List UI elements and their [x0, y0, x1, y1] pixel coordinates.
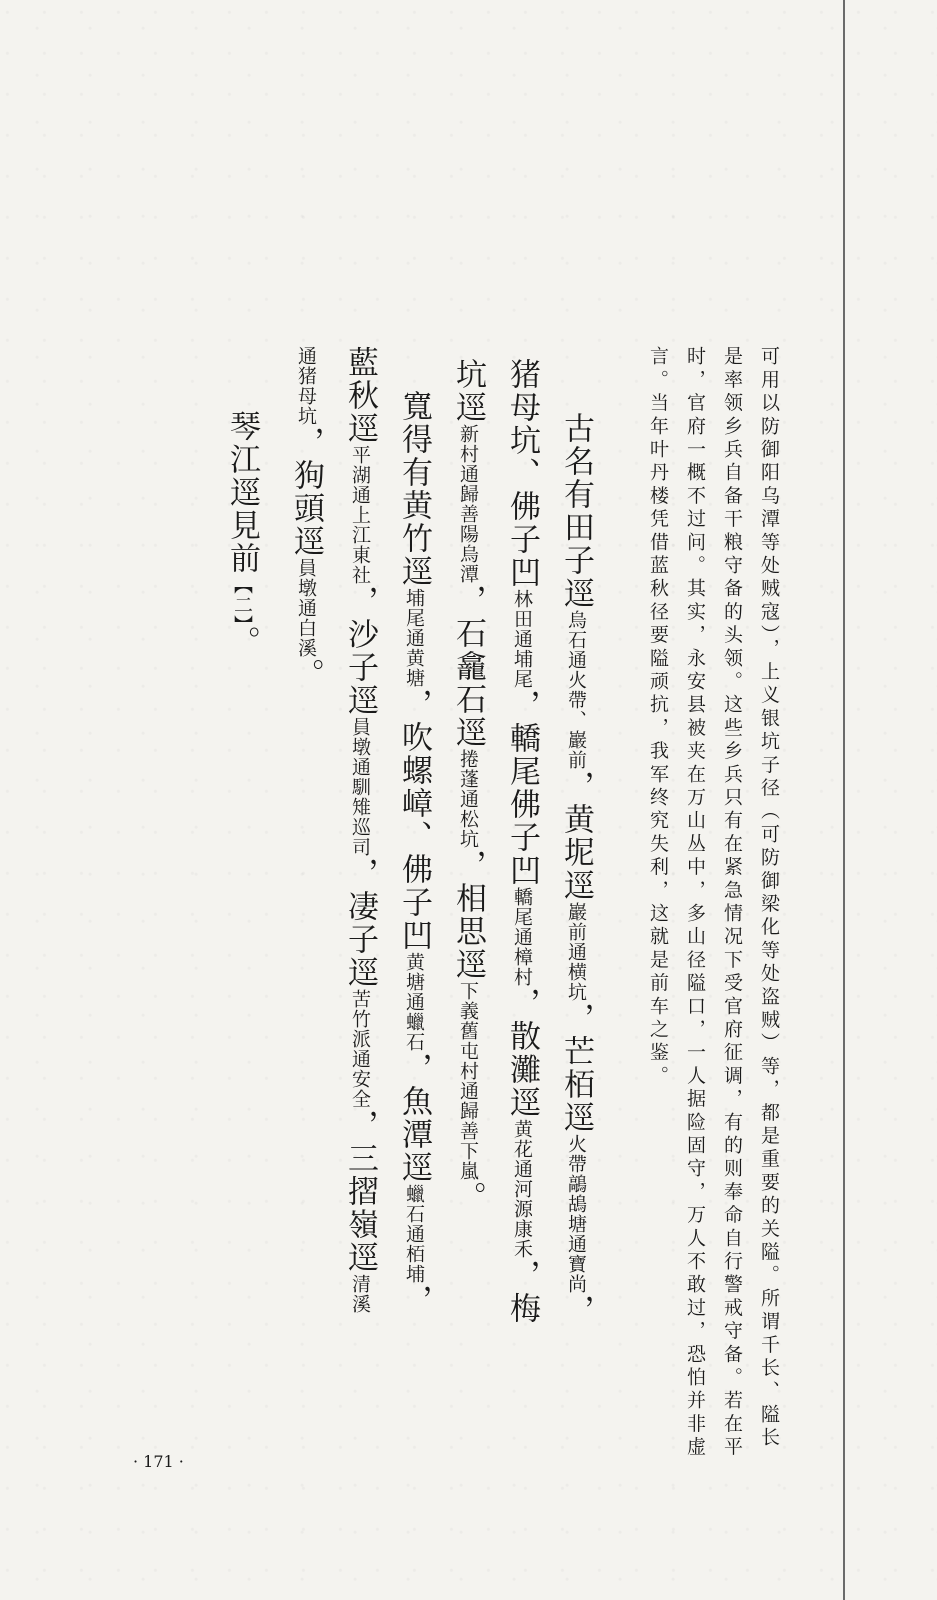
- main-text-column-4: 寬得有黄竹逕埔尾通黄塘，吹螺嶂、佛子凹黄塘通蠟石，魚潭逕蠟石通栢埔，: [396, 390, 432, 1317]
- main-text-column-5: 藍秋逕平湖通上江東社，沙子逕員墩通馴雉巡司，凄子逕苦竹派通安全，三摺嶺逕清溪: [342, 346, 378, 1314]
- main-text-column-7: 琴江逕見前【二】。: [224, 410, 260, 659]
- commentary-line-3: 时，官府一概不过问。其实，永安县被夹在万山丛中，多山径隘口，一人据险固守，万人不敢过，恐怕并非虚: [684, 346, 706, 1460]
- main-text-column-1: 古名有田子逕烏石通火帶、巖前，黄坭逕巖前通横坑，芒栢逕火帶鶮鴣塘通寶尚，: [558, 412, 594, 1327]
- book-spine-line: [843, 0, 845, 1600]
- main-text-column-6: 通猪母坑，狗頭逕員墩通白溪。: [288, 346, 324, 691]
- commentary-line-2: 是率领乡兵自备干粮守备的头领。这些乡兵只有在紧急情况下受官府征调，有的则奉命自行警戒守备。若在平: [721, 346, 743, 1460]
- page-number: · 171 ·: [133, 1452, 184, 1471]
- main-text-column-2: 猪母坑、佛子凹林田通埔尾，轎尾佛子凹轎尾通樟村，散灘逕黄花通河源康禾，梅: [504, 358, 540, 1325]
- commentary-line-1: 可用以防御阳乌潭等处贼寇），上义银坑子径（可防御梁化等处盗贼）等，都是重要的关隘。所谓千长、隘长: [758, 346, 780, 1451]
- main-text-column-3: 坑逕新村通歸善陽烏潭，石龕石逕捲蓬通松坑，相思逕下義舊屯村通歸善下嵐。: [450, 358, 486, 1214]
- commentary-line-4: 言。当年叶丹楼凭借蓝秋径要隘顽抗，我军终究失利，这就是前车之鉴。: [647, 346, 669, 1089]
